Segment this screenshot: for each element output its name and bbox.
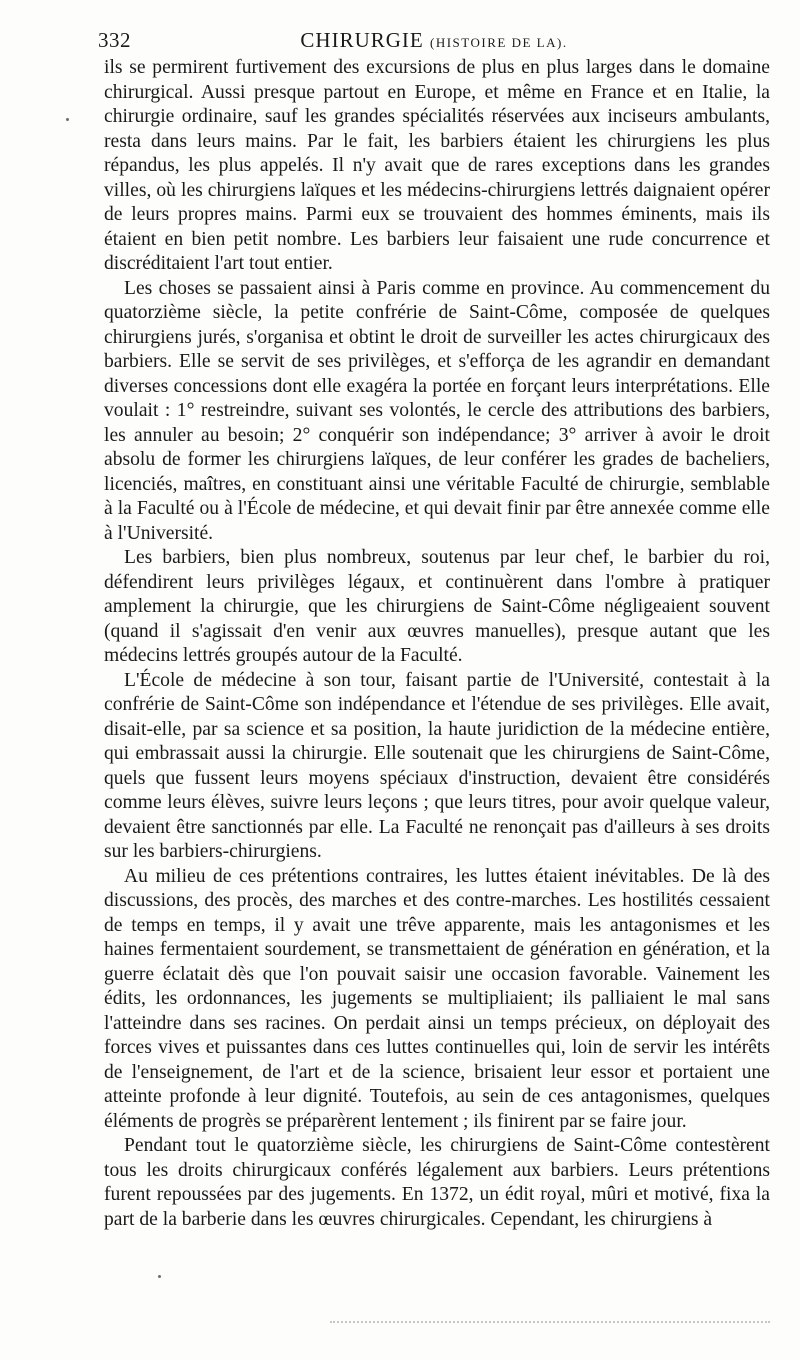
running-head	[98, 22, 770, 52]
running-title-main: CHIRURGIE	[300, 28, 424, 52]
paragraph: Pendant tout le quatorzième siècle, les chirurgiens de Saint-Côme contestèrent tous les droits chirurgicaux conférés légalement aux barbiers. Leurs prétentions furent repoussées par des jugements. En 1372, un édit royal, mûri et motivé, fixa la part de la barberie dans les œuvres chirurgicales. Cependant, les chirurgiens à	[104, 1135, 770, 1230]
page-number: 332	[98, 28, 131, 52]
running-title	[98, 28, 770, 53]
print-speck	[66, 118, 69, 121]
running-title-subtitle: (HISTOIRE DE LA).	[430, 35, 568, 50]
body-text	[104, 56, 770, 1232]
paragraph: Les barbiers, bien plus nombreux, soutenus par leur chef, le barbier du roi, défendirent leurs privilèges légaux, et continuèrent dans l'ombre à pratiquer amplement la chirurgie, que les chirurgiens de Saint-Côme négligeaient souvent (quand il s'agissait d'en venir aux œuvres manuelles), presque autant que les médecins lettrés groupés autour de la Faculté.	[104, 547, 770, 666]
paragraph: Au milieu de ces prétentions contraires, les luttes étaient inévitables. De là des discussions, des procès, des marches et des contre-marches. Les hostilités cessaient de temps en temps, il y avait une trêve apparente, mais les antagonismes et les haines fermentaient sourdement, se transmettaient de génération en génération, et la guerre éclatait dès que l'on pouvait saisir une occasion favorable. Vainement les édits, les ordonnances, les jugements se multipliaient; ils palliaient le mal sans l'atteindre dans ses racines. On perdait ainsi un temps précieux, on déployait des forces vives et puissantes dans ces luttes continuelles qui, loin de servir les intérêts de l'enseignement, de l'art et de la science, brisaient leur essor et portaient une atteinte profonde à leur dignité. Toutefois, au sein de ces antagonismes, quelques éléments de progrès se préparèrent lentement ; ils finirent par se faire jour.	[104, 865, 770, 1132]
print-speck	[158, 1275, 161, 1278]
paragraph-continued: ils se permirent furtivement des excursions de plus en plus larges dans le domaine chirurgical. Aussi presque partout en Europe, et même en France et en Italie, la chirurgie ordinaire, sauf les grandes spécialités réservées aux inciseurs ambulants, resta dans leurs mains. Par le fait, les barbiers étaient les chirurgiens les plus répandus, les plus appelés. Il n'y avait que de rares exceptions dans les grandes villes, où les chirurgiens laïques et les médecins-chirurgiens lettrés daignaient opérer de leurs propres mains. Parmi eux se trouvaient des hommes éminents, mais ils étaient en bien petit nombre. Les barbiers leur faisaient une rude concurrence et discréditaient l'art tout entier.	[104, 57, 770, 274]
paragraph: Les choses se passaient ainsi à Paris comme en province. Au commencement du quatorzième siècle, la petite confrérie de Saint-Côme, composée de quelques chirurgiens jurés, s'organisa et obtint le droit de surveiller les actes chirurgicaux des barbiers. Elle se servit de ses privilèges, et s'efforça de les agrandir en demandant diverses concessions dont elle exagéra la portée en forçant leurs interprétations. Elle voulait : 1° restreindre, suivant ses volontés, le cercle des attributions des barbiers, les annuler au besoin; 2° conquérir son indépendance; 3° arriver à avoir le droit absolu de former les chirurgiens laïques, de leur conférer les grades de bacheliers, licenciés, maîtres, en constituant ainsi une véritable Faculté de chirurgie, semblable à la Faculté ou à l'École de médecine, et qui devait finir par être annexée comme elle à l'Université.	[104, 277, 770, 544]
page-footer-rule	[330, 1321, 770, 1331]
paragraph: L'École de médecine à son tour, faisant partie de l'Université, contestait à la confrérie de Saint-Côme son indépendance et l'étendue de ses privilèges. Elle avait, disait-elle, par sa science et sa position, la haute juridiction de la médecine entière, qui embrassait aussi la chirurgie. Elle soutenait que les chirurgiens de Saint-Côme, quels que fussent leurs moyens spéciaux d'instruction, devaient être considérés comme leurs élèves, suivre leurs leçons ; que leurs titres, pour avoir quelque valeur, devaient être sanctionnés par elle. La Faculté ne renonçait pas d'ailleurs à ses droits sur les barbiers-chirurgiens.	[104, 669, 770, 862]
